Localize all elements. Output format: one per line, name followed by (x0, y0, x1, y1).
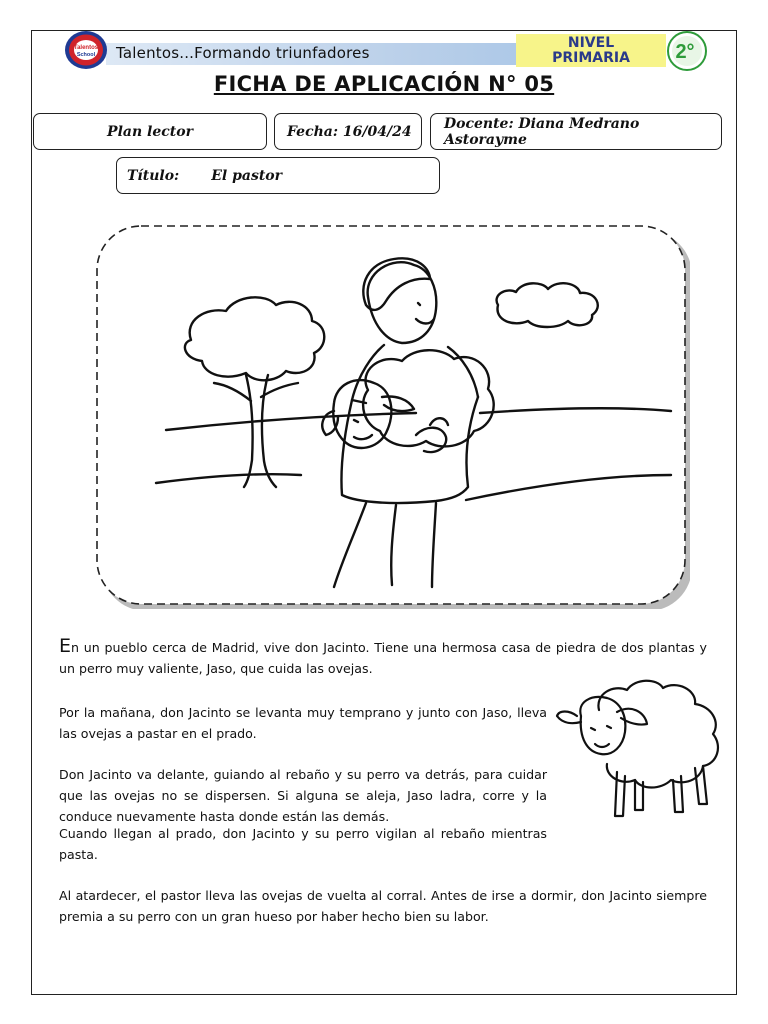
teacher-label: Docente: Diana Medrano Astorayme (444, 115, 640, 148)
school-slogan: Talentos...Formando triunfadores (116, 44, 370, 62)
plan-lector-label: Plan lector (107, 123, 193, 140)
level-line-1: NIVEL (567, 35, 615, 51)
level-label (516, 34, 666, 67)
svg-text:School: School (76, 52, 96, 58)
story-paragraph-5: Al atardecer, el pastor lleva las ovejas de vuelta al corral. Antes de irse a dormir, don Jacinto siempre premia a su perro con un gran hueso por haber hecho bien su labor. (59, 888, 707, 924)
story-paragraph-4: Cuando llegan al prado, don Jacinto y su perro vigilan al rebaño mientras pasta. (59, 826, 547, 862)
date-box (274, 113, 422, 150)
sheep-icon (555, 676, 725, 824)
school-logo-icon (64, 30, 108, 70)
story-paragraph-3: Don Jacinto va delante, guiando al rebaño y su perro va detrás, para cuidar que las ovejas no se dispersen. Si alguna se aleja, Jaso ladra, corre y la conduce nuevamente hasta donde están las demás. (59, 767, 547, 824)
story-paragraph-1 (59, 636, 707, 679)
logo-text: Talentos (73, 45, 99, 51)
grade-badge-text: 2° (675, 41, 695, 63)
level-line-2: PRIMARIA (552, 50, 630, 66)
story-dropcap: E (59, 635, 72, 657)
date-label: Fecha: 16/04/24 (287, 123, 412, 140)
grade-badge-icon (666, 31, 708, 71)
teacher-box (430, 113, 722, 150)
title-label: Título: (127, 167, 180, 184)
title-value: El pastor (211, 167, 283, 184)
title-box (116, 157, 440, 194)
story-paragraph-2: Por la mañana, don Jacinto se levanta muy temprano y junto con Jaso, lleva las ovejas a pastar en el prado. (59, 705, 547, 741)
page-title: FICHA DE APLICACIÓN N° 05 (213, 72, 555, 96)
story-paragraph-1-text: n un pueblo cerca de Madrid, vive don Jacinto. Tiene una hermosa casa de piedra de dos plantas y un perro muy valiente, Jaso, que cuida las ovejas. (59, 640, 707, 676)
shepherd-illustration-icon (96, 225, 690, 609)
plan-lector-box (33, 113, 267, 150)
header-banner (66, 34, 666, 68)
